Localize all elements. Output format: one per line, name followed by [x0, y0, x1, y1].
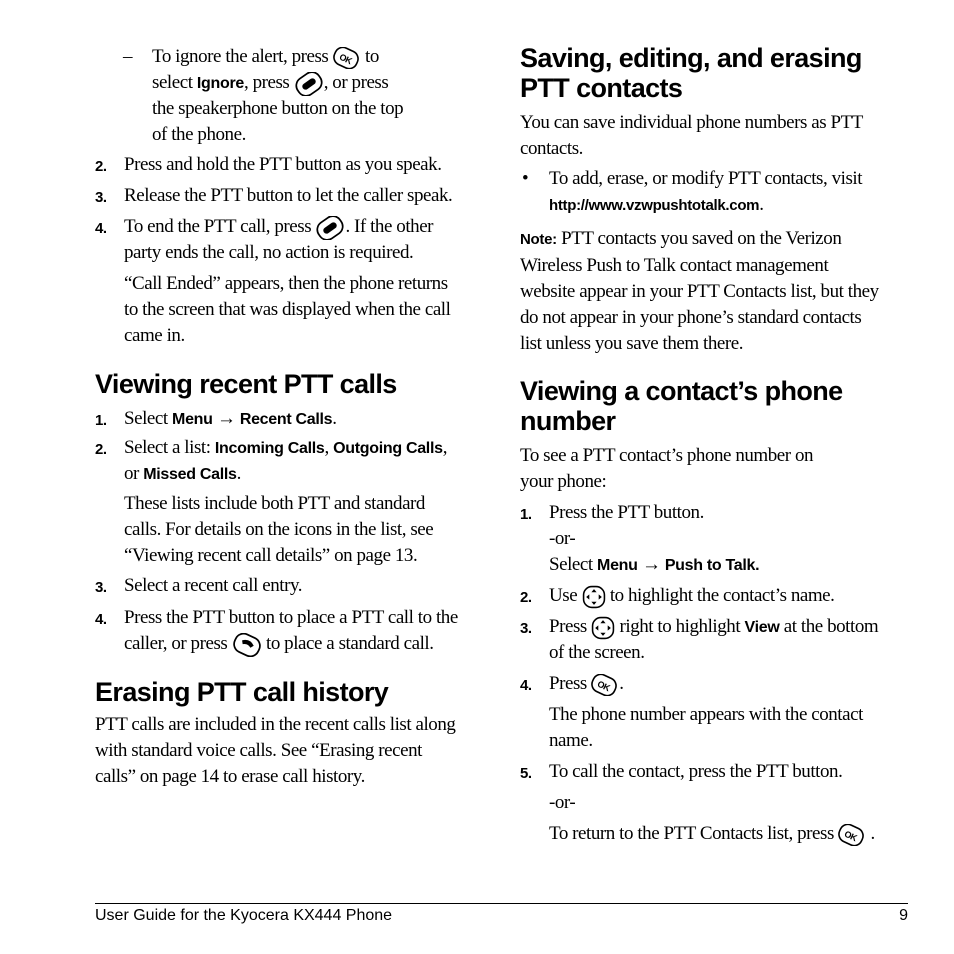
menu-label: Menu — [597, 557, 638, 574]
save-paragraph: You can save individual phone numbers as PTT contacts. — [520, 112, 863, 159]
view-softkey-label: View — [744, 619, 780, 636]
note-label: Note: — [520, 231, 557, 248]
ignore-line-3: the speakerphone button on the top — [152, 98, 404, 119]
ok-key-icon — [838, 824, 866, 846]
lists-paragraph: These lists include both PTT and standard calls. For details on the icons in the list, see “Viewing recent call details” on page 13. — [124, 493, 434, 566]
call-ended-paragraph: “Call Ended” appears, then the phone returns to the screen that was displayed when the call came in. — [124, 273, 451, 346]
send-key-icon — [232, 633, 262, 657]
incoming-calls-label: Incoming Calls — [214, 440, 325, 457]
end-key-icon — [315, 216, 345, 240]
page-footer — [95, 903, 908, 924]
erase-paragraph: PTT calls are included in the recent calls list along with standard voice calls. See “Erasing recent calls” on page 14 to erase call history. — [95, 714, 456, 787]
ignore-line-2: select Ignore, press , or press — [152, 70, 388, 97]
end-key-icon — [294, 72, 324, 96]
navigation-key-icon — [591, 616, 615, 640]
dash-marker: – — [123, 46, 133, 67]
ignore-softkey-label: Ignore — [196, 75, 244, 92]
menu-label: Menu — [172, 411, 213, 428]
push-to-talk-label: Push to Talk. — [664, 557, 760, 574]
ignore-line-1: To ignore the alert, press to — [152, 44, 379, 70]
bullet-marker: • — [522, 168, 529, 189]
footer-title: User Guide for the Kyocera KX444 Phone — [95, 907, 393, 924]
page-number: 9 — [899, 907, 908, 924]
view-intro-paragraph: To see a PTT contact’s phone number on your phone: — [520, 445, 814, 492]
heading-viewing-recent: Viewing recent PTT calls — [95, 369, 397, 399]
navigation-key-icon — [582, 585, 606, 609]
note-paragraph: Note: PTT contacts you saved on the Verizon Wireless Push to Talk contact management website appear in your PTT Contacts list, but they do not appear in your phone’s standard contacts list unless you save them there. — [520, 228, 879, 354]
heading-erasing-history: Erasing PTT call history — [95, 677, 389, 707]
ok-key-icon — [591, 674, 619, 696]
outgoing-calls-label: Outgoing Calls — [333, 440, 443, 457]
recent-calls-label: Recent Calls — [239, 411, 333, 428]
ok-key-icon — [333, 47, 361, 69]
heading-viewing-contact-number: Viewing a contact’s phone number — [520, 376, 843, 436]
ignore-line-4: of the phone. — [152, 124, 246, 145]
push-to-talk-url-link[interactable]: http://www.vzwpushtotalk.com — [549, 197, 760, 214]
heading-saving-contacts: Saving, editing, and erasing PTT contacts — [520, 43, 862, 103]
missed-calls-label: Missed Calls — [143, 466, 237, 483]
